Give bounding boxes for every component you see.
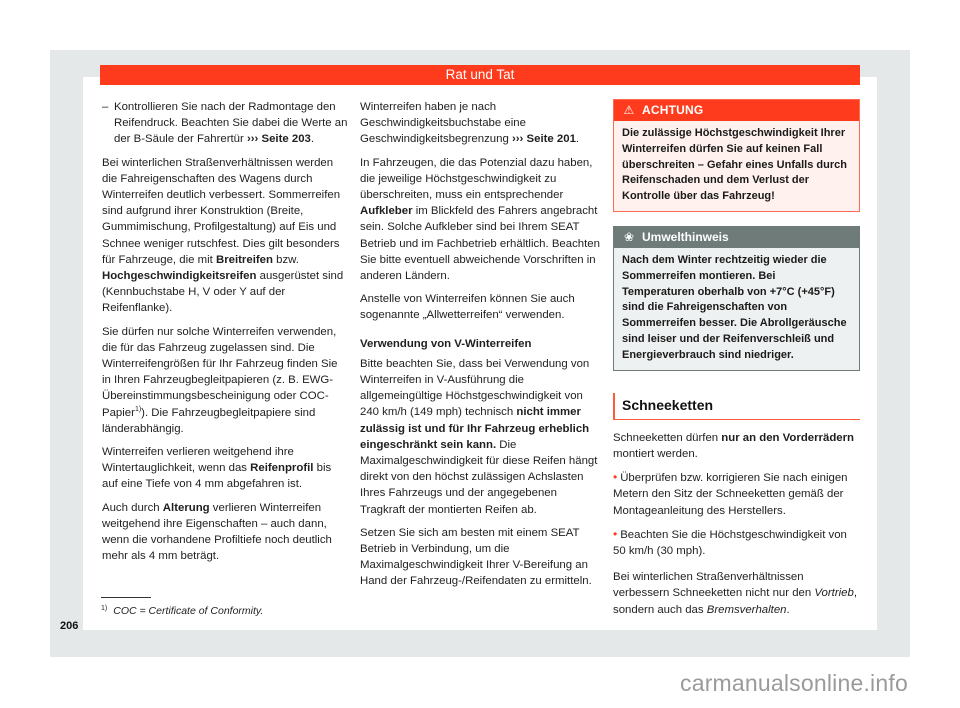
column-right [613,99,860,625]
section-header-bar [100,65,860,85]
bullet-item: • Beachten Sie die Höchstgeschwindigkeit von 50 km/h (30 mph). [613,526,847,557]
warning-box-text: Die zulässige Höchstgeschwindigkeit Ihrer Winterreifen dürfen Sie auf keinen Fall überschreiten – Gefahr eines Unfalls durch Reifenschaden und dem Verlust der Kontrolle über das Fahrzeug! [622,127,847,203]
flower-icon: ❀ [623,229,635,244]
column-middle [360,99,602,597]
paragraph: Schneeketten dürfen nur an den Vorderrädern montiert werden. [613,431,855,460]
bullet-icon: • [613,526,618,541]
paragraph: Bei winterlichen Straßenverhältnissen verbessern Schneeketten nicht nur den Vortrieb, sondern auch das Bremsverhalten. [613,571,858,616]
paragraph: Auch durch Alterung verlieren Winterreifen weitgehend ihre Eigenschaften – auch dann, wenn die vorhandene Profiltiefe noch deutlich mehr als 4 mm beträgt. [102,501,332,563]
bullet-item: • Überprüfen bzw. korrigieren Sie nach einigen Metern den Sitz der Schneeketten gemäß der Montageanleitung des Herstellers. [613,470,848,517]
subheading: Verwendung von V-Winterreifen [360,337,532,350]
environment-note-text: Nach dem Winter rechtzeitig wieder die Sommerreifen montieren. Bei Temperaturen oberhalb von +7°C (+45°F) sind die Fahreigenschaften von Sommerreifen besser. Die Abrollgeräusche sind leiser und der Reifenverschleiß und Energieverbrauch sind niedriger. [622,253,847,361]
paragraph: Winterreifen haben je nach Geschwindigkeitsbuchstabe eine Geschwindigkeitsbegrenzung ››› Seite 201. [360,101,580,146]
footnote-marker: 1) [101,604,108,612]
paragraph: Setzen Sie sich am besten mit einem SEAT Betrieb in Verbindung, um die Maximalgeschwindigkeit Ihrer V-Bereifung an Hand der Fahrzeug-/Reifendaten zu ermitteln. [360,526,592,588]
warning-box-title: ACHTUNG [642,103,704,117]
footnote-reference[interactable]: 1) [134,405,142,413]
paragraph: Bitte beachten Sie, dass bei Verwendung von Winterreifen in V-Ausführung die allgemeingültige Höchstgeschwindigkeit von 240 km/h (149 mph) technisch nicht immer zulässig ist und für Ihr Fahrzeug erheblich eingeschränkt sein kann. Die Maximalgeschwindigkeit für diese Reifen hängt direkt von den höchst zulässigen Achslasten Ihres Fahrzeugs und der angegebenen Tragkraft der montierten Reifen ab. [360,357,598,516]
dash-marker: – [102,101,109,113]
paragraph: Winterreifen verlieren weitgehend ihre Wintertauglichkeit, wenn das Reifenprofil bis auf eine Tiefe von 4 mm abgefahren ist. [102,446,332,491]
warning-triangle-icon: ⚠ [623,103,635,117]
watermark: carmanualsonline.info [680,670,908,696]
paragraph: Bei winterlichen Straßenverhältnissen werden die Fahreigenschaften des Wagens durch Winterreifen deutlich verbessert. Sommerreifen sind aufgrund ihrer Konstruktion (Breite, Gummimischung, Profilgestaltung) auf Eis und Schnee weniger rutschfest. Dies gilt besonders für Fahrzeuge, die mit Breitreifen bzw. Hochgeschwindigkeitsreifen ausgerüstet sind (Kennbuchstabe H, V oder Y auf der Reifenflanke). [102,156,344,315]
environment-note-header [614,227,859,248]
page-reference-link[interactable]: ››› Seite 201 [511,133,576,146]
footnote-divider [101,597,151,598]
page-reference-link[interactable]: ››› Seite 203 [246,133,311,146]
section-heading-schneeketten: Schneeketten [613,393,860,420]
environment-note-title: Umwelthinweis [642,229,729,244]
paragraph: In Fahrzeugen, die das Potenzial dazu haben, die jeweilige Höchstgeschwindigkeit zu überschreiten, muss ein entsprechender Aufkleber im Blickfeld des Fahrers angebracht sein. Solche Aufkleber sind bei Ihrem SEAT Betrieb und im Fachbetrieb erhältlich. Beachten Sie bitte eventuell abweichende Vorschriften in anderen Ländern. [360,156,600,283]
environment-note-box [613,226,860,371]
page-number: 206 [60,620,79,632]
section-header-title: Rat und Tat [445,67,515,82]
paragraph: Sie dürfen nur solche Winterreifen verwenden, die für das Fahrzeug zugelassen sind. Die Winterreifengrößen für Ihr Fahrzeug finden Sie in Ihren Fahrzeugbegleitpapieren (z. B. EWG-Übereinstimmungsbescheinigung oder COC-Papier$^{1)}$). Die Fahrzeugbegleitpapiere sind länderabhängig. [102,325,338,435]
footnote-text: COC = Certificate of Conformity. [113,605,264,617]
dash-list-item: – Kontrollieren Sie nach der Radmontage den Reifendruck. Beachten Sie dabei die Werte an der B-Säule der Fahrertür ››› Seite 203. [102,101,348,146]
warning-box [613,99,860,212]
column-left [102,99,348,571]
bullet-icon: • [613,470,618,485]
paragraph: Anstelle von Winterreifen können Sie auch sogenannte „Allwetterreifen“ verwenden. [360,293,575,322]
warning-box-header [614,100,859,121]
footnote [101,605,263,617]
